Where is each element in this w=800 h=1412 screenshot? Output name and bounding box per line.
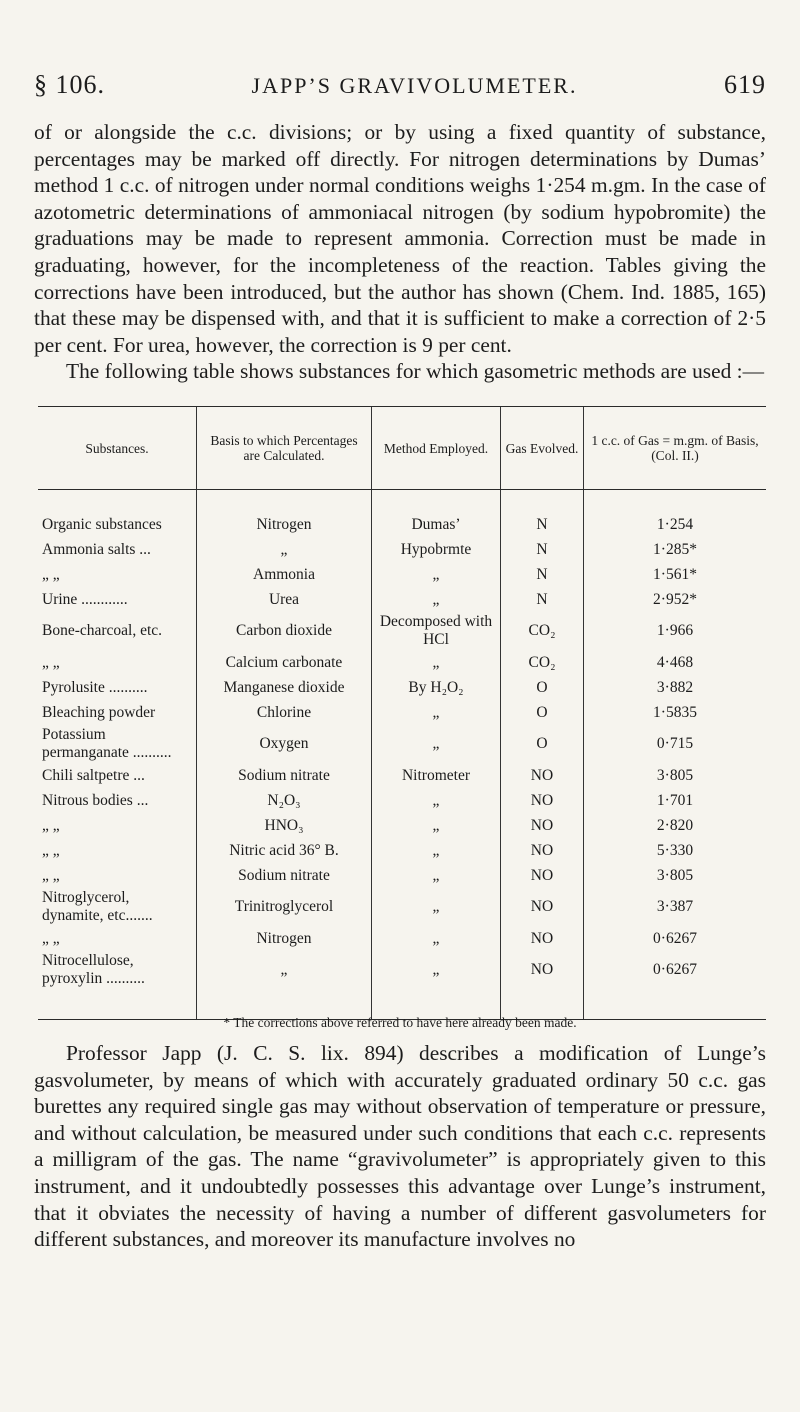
cell-substance: Bleaching powder	[42, 703, 156, 721]
cell-gas: NO	[501, 763, 584, 788]
cell-method: „	[372, 650, 501, 675]
cell-factor: 3·805	[584, 863, 767, 888]
gasometric-table	[38, 406, 766, 1020]
cell-method: „	[372, 838, 501, 863]
cell-gas: N	[501, 587, 584, 612]
cell-factor: 2·820	[584, 813, 767, 838]
cell-basis: Sodium nitrate	[197, 863, 372, 888]
cell-basis: Trinitroglycerol	[197, 888, 372, 926]
table-row	[38, 788, 766, 813]
intro-paragraph	[34, 119, 766, 385]
cell-factor: 1·561*	[584, 562, 767, 587]
cell-factor: 5·330	[584, 838, 767, 863]
cell-basis: Chlorine	[197, 700, 372, 725]
table-row	[38, 537, 766, 562]
cell-substance: „ „	[42, 653, 60, 671]
cell-factor: 3·387	[584, 888, 767, 926]
cell-method: „	[372, 562, 501, 587]
cell-gas: N	[501, 562, 584, 587]
table-row	[38, 700, 766, 725]
paragraph-text-continued: The following table shows substances for which gasometric methods are used :—	[66, 359, 765, 384]
cell-method: Hypobrmte	[372, 537, 501, 562]
cell-gas: N	[501, 490, 584, 538]
cell-method: Nitrometer	[372, 763, 501, 788]
cell-factor: 1·5835	[584, 700, 767, 725]
paragraph-text: Professor Japp (J. C. S. lix. 894) describes a modification of Lunge’s gasvolumeter, by means of which with accurately graduated ordinary 50 c.c. gas burettes any required single gas may without observation of temperature or pressure, and without calculation, be measured under such conditions that each c.c. represents a milligram of the gas. The name “gravivolumeter” is appropriately given to this instrument, and it undoubtedly possesses this advantage over Lunge’s instrument, that it obviates the necessity of having a number of different gasvolumeters for different substances, and moreover its manufacture involves no	[34, 1041, 766, 1252]
cell-substance: „ „	[42, 565, 60, 583]
cell-substance: Nitroglycerol, dynamite, etc.......	[42, 889, 153, 924]
cell-substance: Nitrocellulose, pyroxylin ..........	[38, 951, 197, 1020]
cell-substance: Pyrolusite ..........	[42, 678, 148, 696]
table-row	[38, 650, 766, 675]
cell-gas: O	[501, 700, 584, 725]
cell-factor: 2·952*	[584, 587, 767, 612]
cell-method: „	[372, 725, 501, 763]
cell-method: „	[372, 888, 501, 926]
cell-substance: Organic substances	[42, 515, 162, 533]
table-row	[38, 612, 766, 650]
cell-gas: NO	[501, 951, 584, 1020]
cell-factor: 1·966	[584, 612, 767, 650]
cell-basis: HNO₃	[197, 813, 372, 838]
substances-table	[38, 406, 766, 1020]
cell-method: Dumas’	[372, 490, 501, 538]
cell-gas: NO	[501, 788, 584, 813]
cell-basis: N₂O₃	[197, 788, 372, 813]
cell-substance: Bone-charcoal, etc.	[42, 622, 163, 639]
cell-method: „	[372, 788, 501, 813]
cell-gas: O	[501, 725, 584, 763]
cell-factor: 0·715	[584, 725, 767, 763]
table-row	[38, 763, 766, 788]
cell-substance: „ „	[42, 816, 60, 834]
cell-gas: N	[501, 537, 584, 562]
cell-factor: 3·882	[584, 675, 767, 700]
cell-substance: „ „	[42, 929, 60, 947]
page-number: 619	[724, 70, 766, 99]
cell-substance: Ammonia salts ...	[42, 540, 151, 558]
cell-gas: NO	[501, 888, 584, 926]
cell-gas: CO₂	[501, 650, 584, 675]
cell-method: „	[372, 926, 501, 951]
table-row	[38, 951, 766, 1020]
cell-basis: „	[197, 537, 372, 562]
cell-factor: 1·254	[584, 490, 767, 538]
table-row	[38, 813, 766, 838]
running-title: JAPP’S GRAVIVOLUMETER.	[251, 73, 578, 98]
cell-factor: 3·805	[584, 763, 767, 788]
section-number: § 106.	[34, 70, 105, 99]
cell-substance: Nitrous bodies ...	[42, 791, 149, 809]
table-row	[38, 587, 766, 612]
cell-basis: Manganese dioxide	[197, 675, 372, 700]
cell-factor: 1·701	[584, 788, 767, 813]
table-header-row	[38, 407, 766, 490]
cell-factor: 0·6267	[584, 926, 767, 951]
header-gas: Gas Evolved.	[501, 407, 584, 490]
table-row	[38, 888, 766, 926]
table-row	[38, 490, 766, 538]
cell-method: „	[372, 700, 501, 725]
cell-factor: 0·6267	[584, 951, 767, 1020]
cell-substance: Potassium permanganate ..........	[42, 726, 172, 761]
cell-method: Decomposed with HCl	[372, 612, 501, 650]
header-basis: Basis to which Percentages are Calculated.	[197, 407, 372, 490]
table-footnote: * The corrections above referred to have here already been made.	[223, 1015, 577, 1030]
cell-method: By H₂O₂	[372, 675, 501, 700]
gravivolumeter-paragraph	[34, 1040, 766, 1253]
cell-substance: „ „	[42, 866, 60, 884]
cell-basis: Nitric acid 36° B.	[197, 838, 372, 863]
cell-method: „	[372, 863, 501, 888]
cell-basis: Nitrogen	[197, 490, 372, 538]
table-row	[38, 725, 766, 763]
cell-method: „	[372, 951, 501, 1020]
cell-substance: Urine ............	[42, 590, 128, 608]
page-header	[34, 70, 766, 100]
cell-basis: Urea	[197, 587, 372, 612]
table-row	[38, 562, 766, 587]
table-row	[38, 863, 766, 888]
cell-basis: Nitrogen	[197, 926, 372, 951]
paragraph-text: of or alongside the c.c. divisions; or by using a fixed quantity of substance, percentages may be marked off directly. For nitrogen determinations by Dumas’ method 1 c.c. of nitrogen under normal conditions weighs 1·254 m.gm. In the case of azotometric determinations of ammoniacal nitrogen (by sodium hypobromite) the graduations may be made to represent ammonia. Correction must be made in graduating, however, for the incompleteness of the reaction. Tables giving the corrections have been introduced, but the author has shown (Chem. Ind. 1885, 165) that these may be dispensed with, and that it is sufficient to make a correction of 2·5 per cent. For urea, however, the correction is 9 per cent.	[34, 120, 766, 357]
cell-gas: O	[501, 675, 584, 700]
table-row	[38, 838, 766, 863]
cell-basis: Ammonia	[197, 562, 372, 587]
cell-substance: „ „	[42, 841, 60, 859]
cell-factor: 4·468	[584, 650, 767, 675]
header-factor: 1 c.c. of Gas = m.gm. of Basis, (Col. II.)	[584, 407, 767, 490]
cell-basis: Sodium nitrate	[197, 763, 372, 788]
cell-basis: Calcium carbonate	[197, 650, 372, 675]
cell-gas: NO	[501, 838, 584, 863]
cell-basis: Oxygen	[197, 725, 372, 763]
cell-method: „	[372, 587, 501, 612]
table-row	[38, 675, 766, 700]
cell-gas: CO₂	[501, 612, 584, 650]
table-row	[38, 926, 766, 951]
cell-basis: Carbon dioxide	[197, 612, 372, 650]
cell-gas: NO	[501, 863, 584, 888]
header-method: Method Employed.	[372, 407, 501, 490]
cell-basis: „	[197, 951, 372, 1020]
header-substances: Substances.	[38, 407, 197, 490]
cell-gas: NO	[501, 926, 584, 951]
cell-gas: NO	[501, 813, 584, 838]
cell-substance: Chili saltpetre ...	[42, 766, 145, 784]
cell-method: „	[372, 813, 501, 838]
cell-factor: 1·285*	[584, 537, 767, 562]
